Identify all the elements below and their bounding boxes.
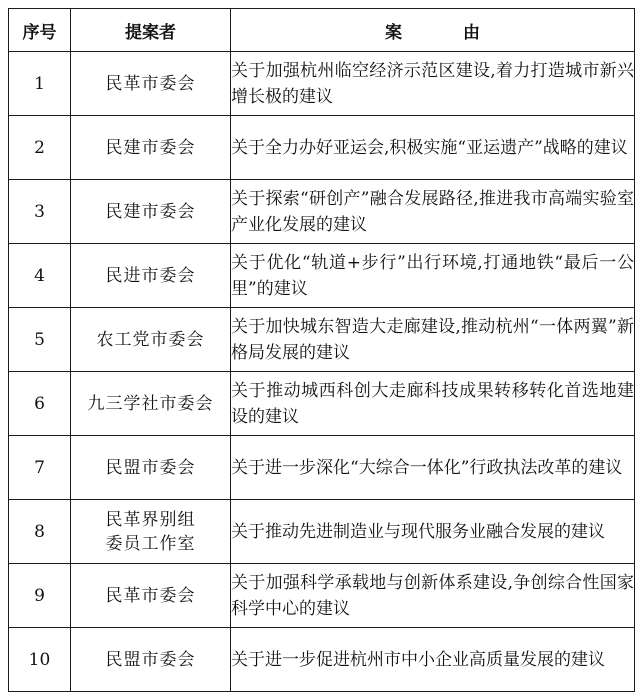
- row-reason: 关于进一步促进杭州市中小企业高质量发展的建议: [231, 628, 635, 692]
- table-row: [9, 308, 635, 372]
- table-row: [9, 436, 635, 500]
- table-row: [9, 500, 635, 564]
- row-reason: 关于优化“轨道+步行”出行环境,打通地铁“最后一公里”的建议: [231, 244, 635, 308]
- row-number: 3: [9, 180, 71, 244]
- header-reason: [231, 9, 635, 52]
- row-reason: 关于进一步深化“大综合一体化”行政执法改革的建议: [231, 436, 635, 500]
- row-proposer: 民革市委会: [71, 52, 231, 116]
- row-number: 2: [9, 116, 71, 180]
- row-proposer: 民盟市委会: [71, 436, 231, 500]
- row-number: 5: [9, 308, 71, 372]
- row-reason: 关于全力办好亚运会,积极实施“亚运遗产”战略的建议: [231, 116, 635, 180]
- row-number: 8: [9, 500, 71, 564]
- header-number: 序号: [9, 9, 71, 52]
- table-row: [9, 180, 635, 244]
- table-row: [9, 244, 635, 308]
- proposal-table: [8, 8, 635, 692]
- row-number: 4: [9, 244, 71, 308]
- row-reason: 关于加强杭州临空经济示范区建设,着力打造城市新兴增长极的建议: [231, 52, 635, 116]
- row-number: 7: [9, 436, 71, 500]
- row-proposer: 民建市委会: [71, 180, 231, 244]
- row-reason: 关于加快城东智造大走廊建设,推动杭州“一体两翼”新格局发展的建议: [231, 308, 635, 372]
- table-row: [9, 564, 635, 628]
- table-row: [9, 628, 635, 692]
- header-row: [9, 9, 635, 52]
- row-proposer: 民建市委会: [71, 116, 231, 180]
- table-row: [9, 116, 635, 180]
- row-proposer: 民革界别组委员工作室: [71, 500, 231, 564]
- row-reason: 关于探索“研创产”融合发展路径,推进我市高端实验室产业化发展的建议: [231, 180, 635, 244]
- row-number: 9: [9, 564, 71, 628]
- row-proposer: 民革市委会: [71, 564, 231, 628]
- row-reason: 关于推动城西科创大走廊科技成果转移转化首选地建设的建议: [231, 372, 635, 436]
- row-proposer: 民进市委会: [71, 244, 231, 308]
- table-row: [9, 372, 635, 436]
- row-proposer: 九三学社市委会: [71, 372, 231, 436]
- row-number: 1: [9, 52, 71, 116]
- row-reason: 关于推动先进制造业与现代服务业融合发展的建议: [231, 500, 635, 564]
- row-proposer: 农工党市委会: [71, 308, 231, 372]
- table-row: [9, 52, 635, 116]
- row-proposer: 民盟市委会: [71, 628, 231, 692]
- header-reason-label: 案 由: [385, 22, 502, 43]
- row-reason: 关于加强科学承载地与创新体系建设,争创综合性国家科学中心的建议: [231, 564, 635, 628]
- row-number: 6: [9, 372, 71, 436]
- row-number: 10: [9, 628, 71, 692]
- header-proposer: 提案者: [71, 9, 231, 52]
